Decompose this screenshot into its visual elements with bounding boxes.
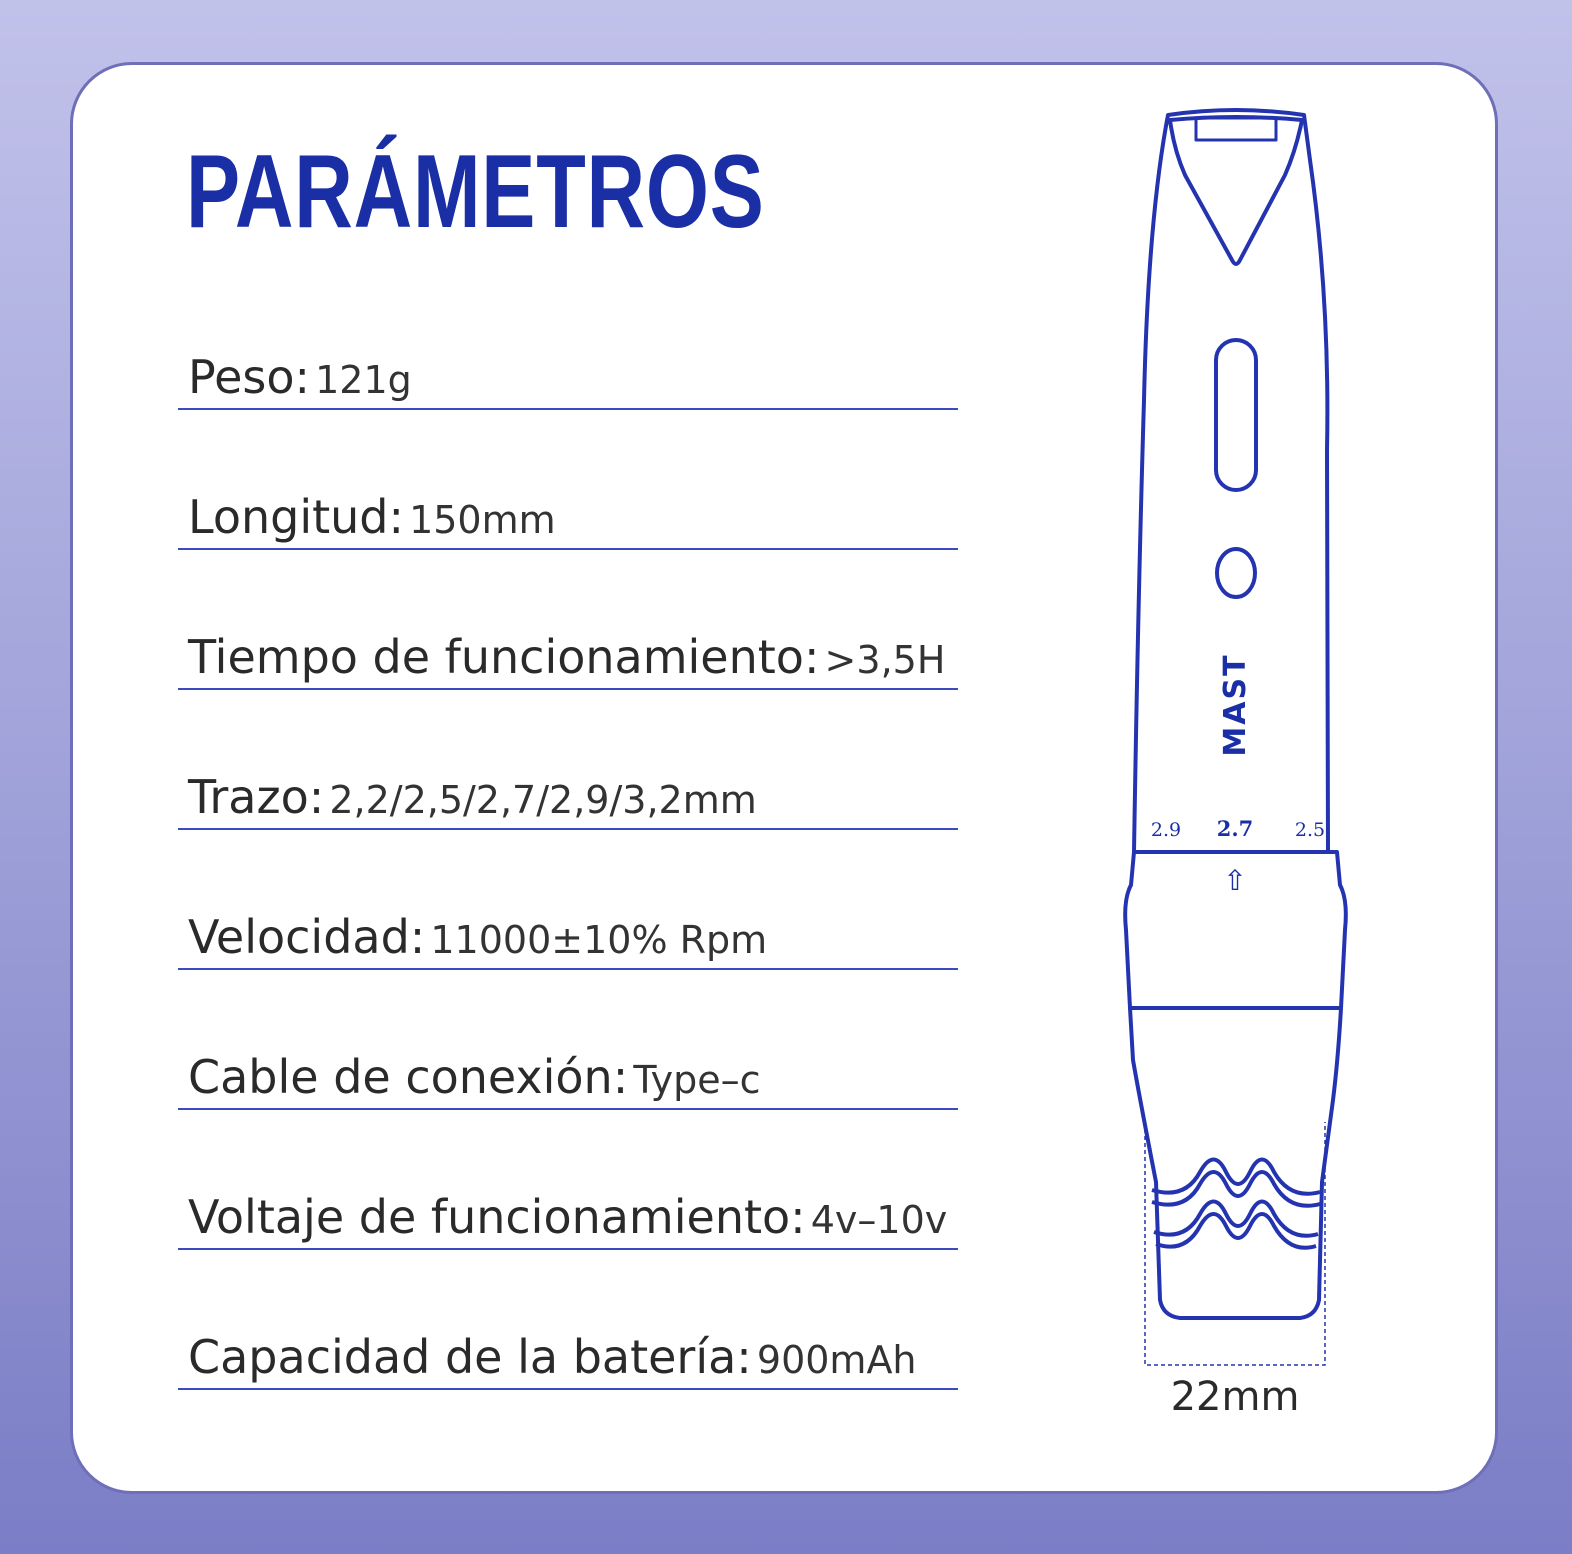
stroke-mark-center: 2.7 bbox=[1216, 816, 1254, 841]
param-row-battery bbox=[178, 1328, 958, 1390]
param-value: 2,2/2,5/2,7/2,9/3,2mm bbox=[329, 778, 757, 822]
wave-grip-1b bbox=[1152, 1172, 1320, 1206]
param-row-voltage bbox=[178, 1188, 958, 1250]
param-label: Tiempo de funcionamiento: bbox=[188, 630, 820, 684]
param-row-weight bbox=[178, 348, 958, 410]
param-value: 121g bbox=[315, 358, 412, 402]
page-title: PARÁMETROS bbox=[186, 134, 765, 250]
stroke-mark-left: 2.9 bbox=[1150, 819, 1182, 841]
param-value: 900mAh bbox=[756, 1338, 917, 1382]
param-label: Trazo: bbox=[188, 770, 325, 824]
param-value: 150mm bbox=[409, 498, 556, 542]
param-label: Voltaje de funcionamiento: bbox=[188, 1190, 806, 1244]
param-value: Type–c bbox=[633, 1058, 761, 1102]
param-value: >3,5H bbox=[824, 638, 946, 682]
pen-tip-slot bbox=[1196, 118, 1276, 140]
param-value: 4v–10v bbox=[810, 1198, 948, 1242]
param-label: Longitud: bbox=[188, 490, 404, 544]
param-value: 11000±10% Rpm bbox=[430, 918, 768, 962]
param-label: Cable de conexión: bbox=[188, 1050, 629, 1104]
brand-logo: MAST bbox=[1218, 653, 1253, 757]
param-row-length bbox=[178, 488, 958, 550]
arrow-up-icon: ⇧ bbox=[1223, 864, 1247, 897]
wave-grip-2 bbox=[1154, 1202, 1318, 1236]
width-label: 22mm bbox=[1170, 1374, 1300, 1420]
param-row-cable bbox=[178, 1048, 958, 1110]
stroke-mark-right: 2.5 bbox=[1294, 819, 1326, 841]
tattoo-pen-diagram bbox=[1110, 100, 1370, 1440]
power-button-outline bbox=[1216, 340, 1256, 490]
param-row-stroke bbox=[178, 768, 958, 830]
width-dimension-guide bbox=[1145, 1122, 1325, 1365]
param-label: Peso: bbox=[188, 350, 311, 404]
indicator-ring bbox=[1217, 549, 1255, 597]
param-row-runtime bbox=[178, 628, 958, 690]
param-label: Capacidad de la batería: bbox=[188, 1330, 752, 1384]
param-label: Velocidad: bbox=[188, 910, 426, 964]
pen-lower-body bbox=[1130, 1008, 1341, 1318]
param-row-speed bbox=[178, 908, 958, 970]
wave-grip-1 bbox=[1152, 1160, 1320, 1194]
